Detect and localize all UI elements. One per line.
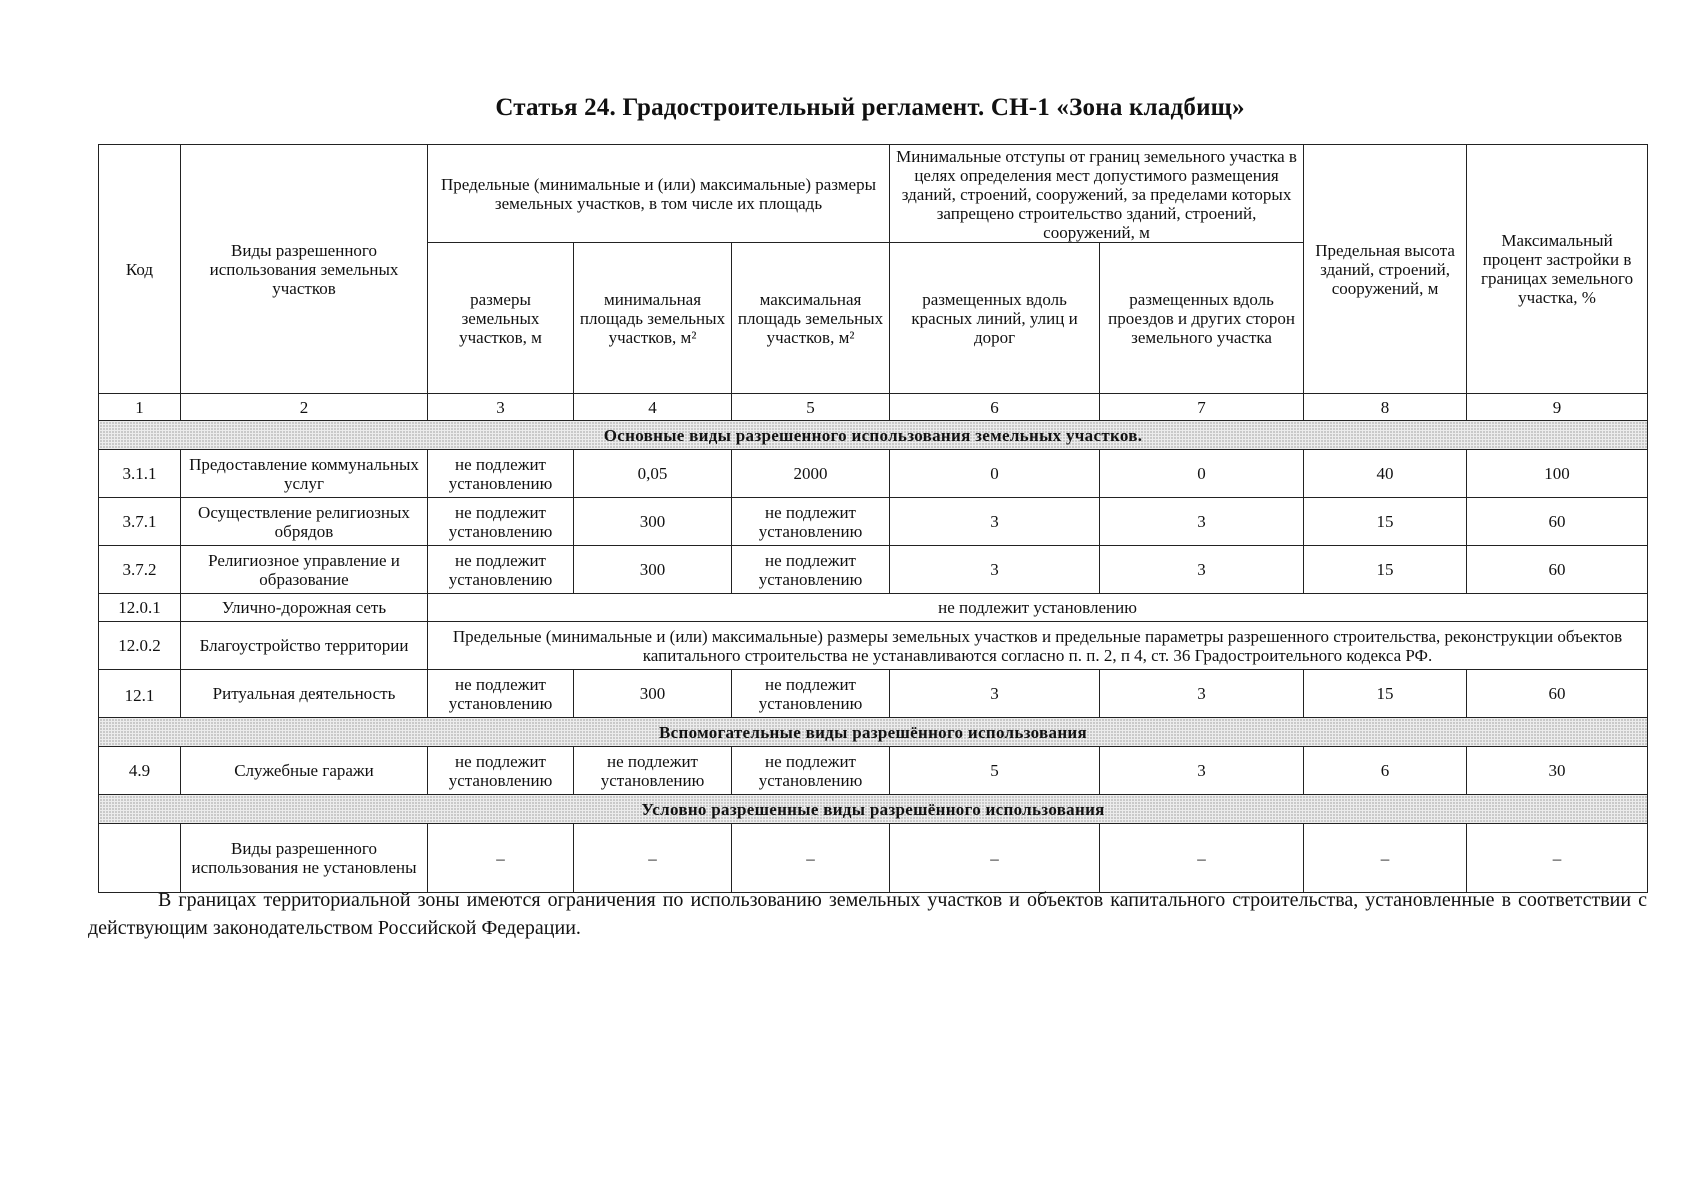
table-row — [99, 546, 1648, 594]
header-min-area: минимальная площадь земельных участков, м² — [574, 243, 732, 394]
table-row — [99, 670, 1648, 718]
row-max-area: 2000 — [732, 450, 890, 498]
col-number: 8 — [1304, 394, 1467, 421]
row-dash: – — [1100, 824, 1304, 893]
section-auxiliary: Вспомогательные виды разрешённого использования — [99, 718, 1648, 747]
table-row — [99, 747, 1648, 795]
row-dash: – — [890, 824, 1100, 893]
table-row — [99, 450, 1648, 498]
row-dash: – — [1304, 824, 1467, 893]
section-conditional: Условно разрешенные виды разрешённого использования — [99, 795, 1648, 824]
row-min-area: 300 — [574, 670, 732, 718]
table-row — [99, 622, 1648, 670]
col-number: 3 — [428, 394, 574, 421]
row-dash: – — [574, 824, 732, 893]
row-setback-red: 3 — [890, 498, 1100, 546]
regulation-table — [98, 144, 1648, 893]
row-min-area: 300 — [574, 498, 732, 546]
row-sizes: не подлежит установлению — [428, 498, 574, 546]
header-code: Код — [99, 145, 181, 394]
row-code: 3.7.1 — [99, 498, 181, 546]
page-title: Статья 24. Градостроительный регламент. СН-1 «Зона кладбищ» — [495, 94, 1245, 121]
row-code: 12.0.2 — [99, 622, 181, 670]
section-main: Основные виды разрешенного использования земельных участков. — [99, 421, 1648, 450]
row-code: 3.7.2 — [99, 546, 181, 594]
row-setback-other: 3 — [1100, 546, 1304, 594]
row-percent: 60 — [1467, 546, 1648, 594]
row-percent: 100 — [1467, 450, 1648, 498]
row-max-area: не подлежит установлению — [732, 747, 890, 795]
row-setback-red: 0 — [890, 450, 1100, 498]
row-setback-other: 3 — [1100, 747, 1304, 795]
table-row — [99, 594, 1648, 622]
table-row — [99, 498, 1648, 546]
row-code: 4.9 — [99, 747, 181, 795]
row-percent: 60 — [1467, 498, 1648, 546]
row-sizes: не подлежит установлению — [428, 670, 574, 718]
row-height: 15 — [1304, 670, 1467, 718]
row-name: Ритуальная деятельность — [181, 670, 428, 718]
row-code — [99, 824, 181, 893]
header-along-passages: размещенных вдоль проездов и других сторон земельного участка — [1100, 243, 1304, 394]
row-name: Осуществление религиозных обрядов — [181, 498, 428, 546]
row-min-area: 0,05 — [574, 450, 732, 498]
row-percent: 30 — [1467, 747, 1648, 795]
col-number: 5 — [732, 394, 890, 421]
header-setbacks: Минимальные отступы от границ земельного участка в целях определения мест допустимого размещения зданий, строений, сооружений, за пределами которых запрещено строительство зданий, строений, сооружений, м — [890, 145, 1304, 243]
header-max-percent: Максимальный процент застройки в границах земельного участка, % — [1467, 145, 1648, 394]
row-code: 12.0.1 — [99, 594, 181, 622]
row-name: Служебные гаражи — [181, 747, 428, 795]
row-setback-other: 3 — [1100, 498, 1304, 546]
col-number: 1 — [99, 394, 181, 421]
header-max-area: максимальная площадь земельных участков, м² — [732, 243, 890, 394]
header-max-height: Предельная высота зданий, строений, сооружений, м — [1304, 145, 1467, 394]
row-name: Благоустройство территории — [181, 622, 428, 670]
row-setback-other: 0 — [1100, 450, 1304, 498]
row-name: Религиозное управление и образование — [181, 546, 428, 594]
col-number: 9 — [1467, 394, 1648, 421]
row-code: 3.1.1 — [99, 450, 181, 498]
row-sizes: не подлежит установлению — [428, 450, 574, 498]
row-sizes: не подлежит установлению — [428, 546, 574, 594]
row-height: 15 — [1304, 498, 1467, 546]
row-percent: 60 — [1467, 670, 1648, 718]
row-dash: – — [428, 824, 574, 893]
row-height: 6 — [1304, 747, 1467, 795]
table-row — [99, 824, 1648, 893]
col-number: 4 — [574, 394, 732, 421]
row-merged-value: не подлежит установлению — [428, 594, 1648, 622]
row-height: 40 — [1304, 450, 1467, 498]
row-max-area: не подлежит установлению — [732, 498, 890, 546]
footer-text: В границах территориальной зоны имеются ограничения по использованию земельных участков и объектов капитального строительства, установленные в соответствии с действующим законодательством Российской Федерации. — [88, 889, 1647, 939]
header-plot-sizes: размеры земельных участков, м — [428, 243, 574, 394]
row-name: Улично-дорожная сеть — [181, 594, 428, 622]
row-dash: – — [732, 824, 890, 893]
row-height: 15 — [1304, 546, 1467, 594]
row-min-area: 300 — [574, 546, 732, 594]
row-max-area: не подлежит установлению — [732, 546, 890, 594]
row-setback-red: 3 — [890, 546, 1100, 594]
col-number: 6 — [890, 394, 1100, 421]
row-merged-value: Предельные (минимальные и (или) максимальные) размеры земельных участков и предельные параметры разрешенного строительства, реконструкции объектов капитального строительства не устанавливаются согласно п. п. 2, п 4, ст. 36 Градостроительного кодекса РФ. — [428, 622, 1648, 670]
col-number: 7 — [1100, 394, 1304, 421]
row-setback-other: 3 — [1100, 670, 1304, 718]
header-use-types: Виды разрешенного использования земельных участков — [181, 145, 428, 394]
header-along-red-lines: размещенных вдоль красных линий, улиц и дорог — [890, 243, 1100, 394]
row-dash: – — [1467, 824, 1648, 893]
row-setback-red: 5 — [890, 747, 1100, 795]
row-setback-red: 3 — [890, 670, 1100, 718]
row-max-area: не подлежит установлению — [732, 670, 890, 718]
row-code: 12.1 — [99, 670, 181, 718]
row-name: Предоставление коммунальных услуг — [181, 450, 428, 498]
col-number: 2 — [181, 394, 428, 421]
footer-note — [88, 886, 1647, 942]
row-name: Виды разрешенного использования не установлены — [181, 824, 428, 893]
header-limit-sizes: Предельные (минимальные и (или) максимальные) размеры земельных участков, в том числе их площадь — [428, 145, 890, 243]
row-sizes: не подлежит установлению — [428, 747, 574, 795]
row-min-area: не подлежит установлению — [574, 747, 732, 795]
